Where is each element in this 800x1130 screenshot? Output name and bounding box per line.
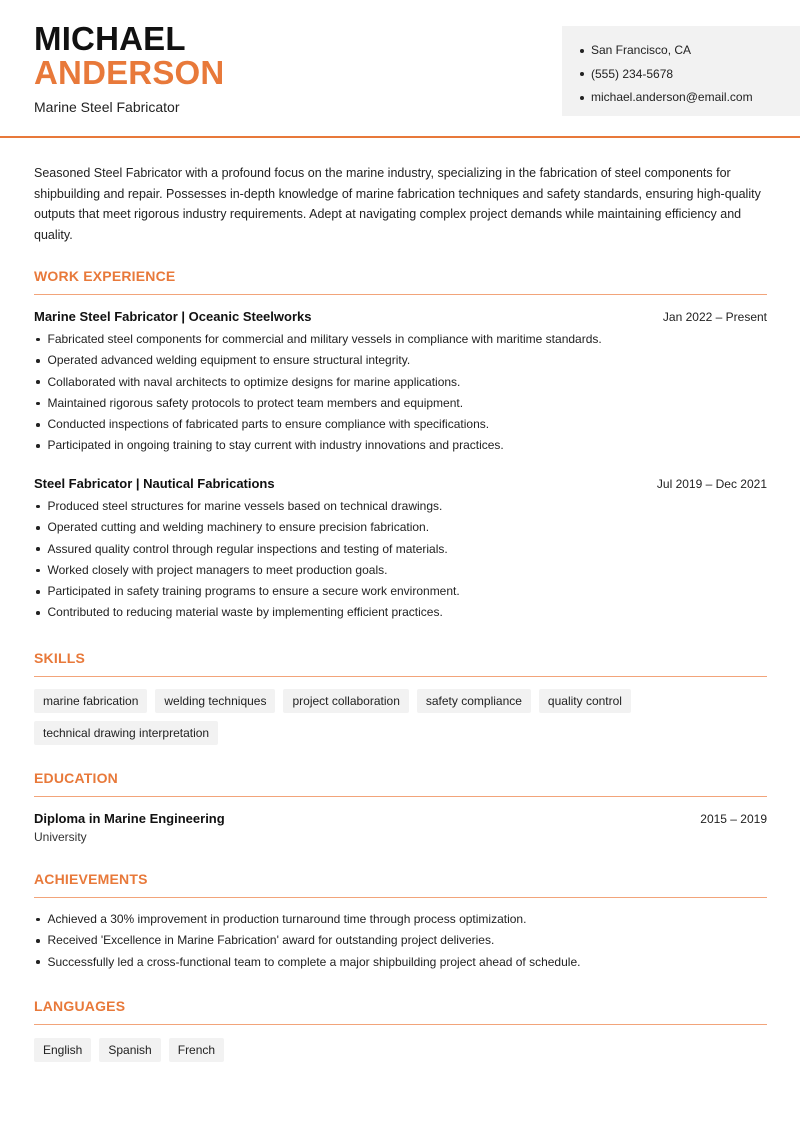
bullet-icon — [36, 380, 40, 384]
language-tag: French — [169, 1038, 224, 1062]
achievements-list — [34, 909, 767, 973]
bullet-icon — [36, 547, 40, 551]
skill-tag: safety compliance — [417, 689, 531, 713]
skill-tag: welding techniques — [155, 689, 275, 713]
job-bullets — [34, 496, 767, 624]
bullet-icon — [36, 526, 40, 530]
bullet-icon — [36, 918, 40, 922]
contact-phone: (555) 234-5678 — [580, 63, 753, 87]
job-date: Jul 2019 – Dec 2021 — [656, 477, 767, 491]
job-date: Jan 2022 – Present — [662, 310, 767, 324]
list-item: Achieved a 30% improvement in production turnaround time through process optimization. — [34, 909, 767, 930]
section-title-languages: LANGUAGES — [34, 998, 767, 1025]
education-entry — [34, 811, 767, 844]
section-title-education: EDUCATION — [34, 770, 767, 797]
candidate-name — [34, 22, 224, 90]
experience-entry-2 — [34, 476, 767, 624]
list-item: Conducted inspections of fabricated parts to ensure compliance with specifications. — [34, 414, 767, 435]
bullet-icon — [36, 939, 40, 943]
section-title-skills: SKILLS — [34, 650, 767, 677]
contact-box — [562, 26, 800, 116]
school-name: University — [34, 830, 87, 844]
skill-tag: quality control — [539, 689, 631, 713]
skills-list — [34, 689, 774, 753]
experience-entry-1 — [34, 309, 767, 457]
skill-tag: technical drawing interpretation — [34, 721, 218, 745]
job-title: Marine Steel Fabricator | Oceanic Steelworks — [34, 309, 312, 324]
bullet-icon — [36, 569, 40, 573]
bullet-icon — [36, 960, 40, 964]
last-name: ANDERSON — [34, 54, 225, 91]
bullet-icon — [36, 359, 40, 363]
list-item: Maintained rigorous safety protocols to protect team members and equipment. — [34, 393, 767, 414]
language-tag: Spanish — [99, 1038, 160, 1062]
bullet-icon — [36, 423, 40, 427]
job-title: Steel Fabricator | Nautical Fabrications — [34, 476, 275, 491]
contact-email[interactable]: michael.anderson@email.com — [580, 86, 753, 110]
list-item: Operated cutting and welding machinery to ensure precision fabrication. — [34, 517, 767, 538]
languages-list — [34, 1038, 774, 1070]
bullet-icon — [36, 338, 40, 342]
contact-location: San Francisco, CA — [580, 39, 753, 63]
first-name: MICHAEL — [34, 20, 186, 57]
bullet-icon — [580, 96, 584, 100]
language-tag: English — [34, 1038, 91, 1062]
list-item: Participated in ongoing training to stay current with industry innovations and practices. — [34, 435, 767, 456]
list-item: Collaborated with naval architects to optimize designs for marine applications. — [34, 372, 767, 393]
professional-summary: Seasoned Steel Fabricator with a profound focus on the marine industry, specializing in the fabrication of steel components for shipbuilding and repair. Possesses in-depth knowledge of marine fabrication techniques and safety standards, ensuring high-quality outputs that meet rigorous industry requirements. Adept at navigating complex project demands while maintaining efficiency and quality. — [34, 166, 761, 243]
list-item: Successfully led a cross-functional team to complete a major shipbuilding project ahead of schedule. — [34, 952, 767, 973]
bullet-icon — [36, 402, 40, 406]
list-item: Assured quality control through regular inspections and testing of materials. — [34, 539, 767, 560]
bullet-icon — [580, 49, 584, 53]
list-item: Fabricated steel components for commercial and military vessels in compliance with maritime standards. — [34, 329, 767, 350]
bullet-icon — [36, 590, 40, 594]
skill-tag: project collaboration — [283, 689, 408, 713]
bullet-icon — [36, 444, 40, 448]
bullet-icon — [36, 505, 40, 509]
job-bullets — [34, 329, 767, 457]
degree-title: Diploma in Marine Engineering — [34, 811, 225, 826]
job-role: Marine Steel Fabricator — [34, 99, 180, 115]
resume-header — [0, 0, 800, 138]
section-title-experience: WORK EXPERIENCE — [34, 268, 767, 295]
list-item: Received 'Excellence in Marine Fabrication' award for outstanding project deliveries. — [34, 930, 767, 951]
section-title-achievements: ACHIEVEMENTS — [34, 871, 767, 898]
skill-tag: marine fabrication — [34, 689, 147, 713]
list-item: Participated in safety training programs to ensure a secure work environment. — [34, 581, 767, 602]
list-item: Operated advanced welding equipment to ensure structural integrity. — [34, 350, 767, 371]
bullet-icon — [36, 611, 40, 615]
bullet-icon — [580, 72, 584, 76]
list-item: Contributed to reducing material waste by implementing efficient practices. — [34, 602, 767, 623]
education-date: 2015 – 2019 — [700, 812, 767, 826]
list-item: Worked closely with project managers to meet production goals. — [34, 560, 767, 581]
list-item: Produced steel structures for marine vessels based on technical drawings. — [34, 496, 767, 517]
